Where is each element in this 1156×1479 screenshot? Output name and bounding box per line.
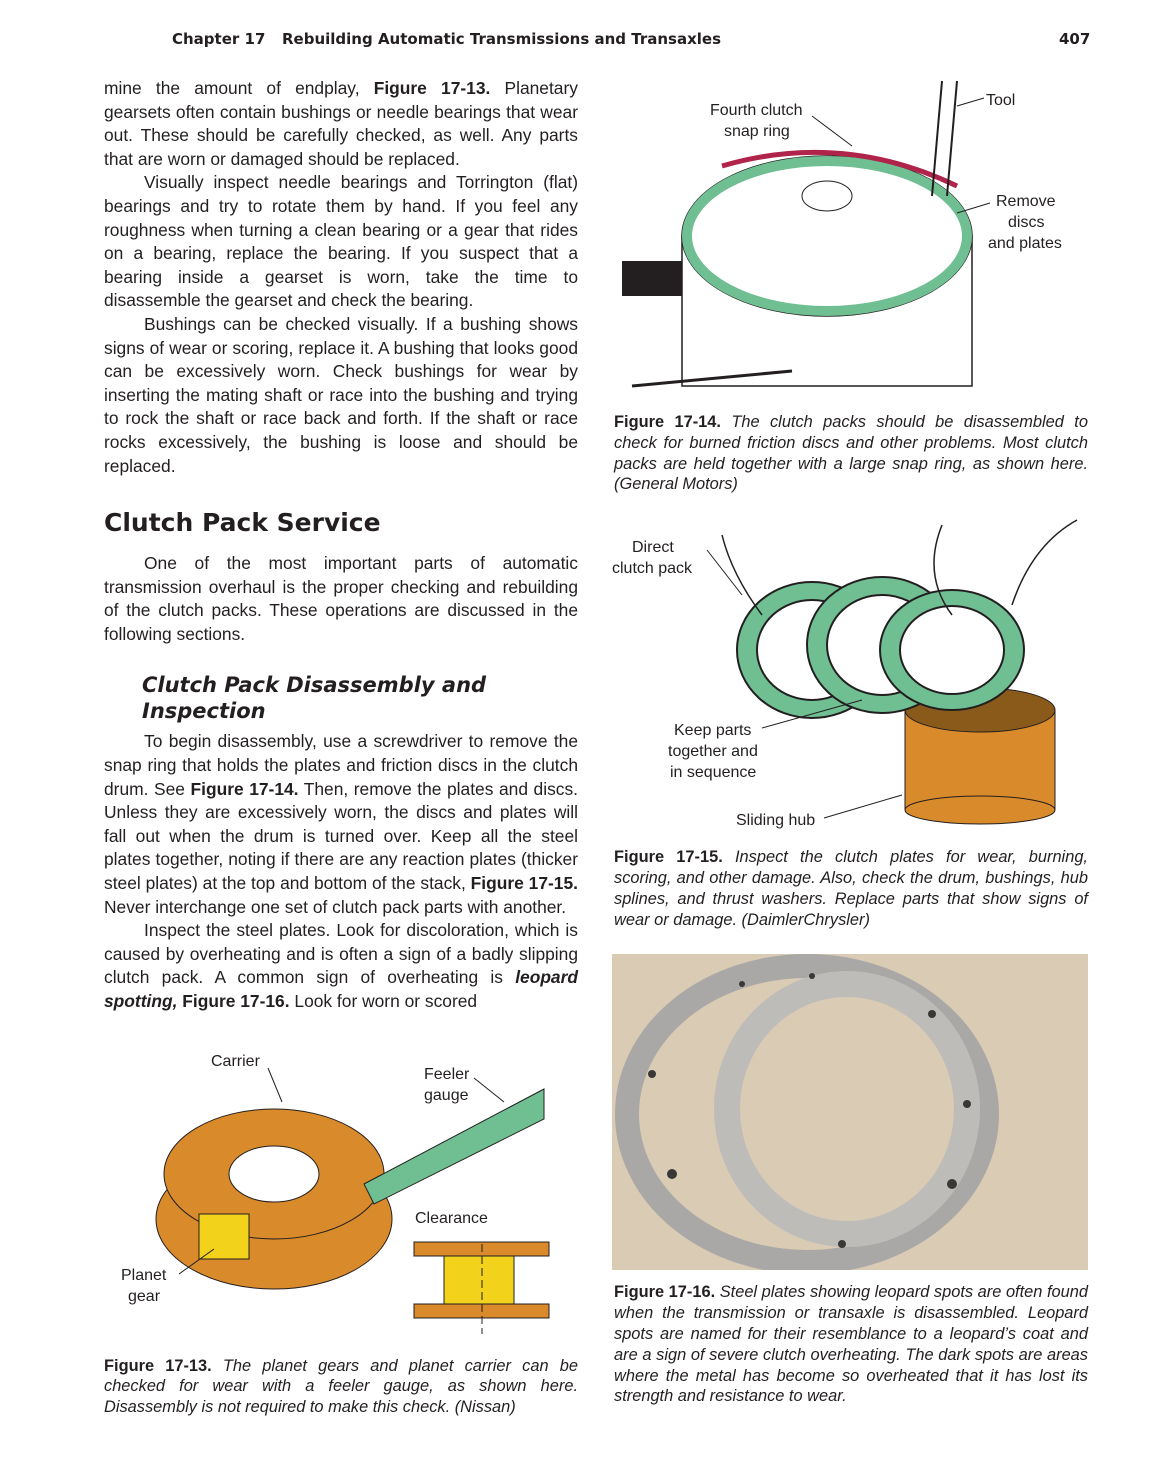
- label-direct: Direct: [632, 539, 674, 557]
- running-header-title: Rebuilding Automatic Transmissions and Transaxles: [282, 30, 722, 48]
- paragraph: Visually inspect needle bearings and Torrington (flat) bearings and try to rotate them by hand. If you feel any roughness when turning a clean bearing or a gear that rides on a bearing, replace the bearing. If you suspect that a bearing inside a gearset is worn, take the time to disassemble the gearset and check the bearing.: [104, 172, 578, 311]
- label-keep-parts: Keep parts: [674, 722, 752, 740]
- body-text-section: [104, 552, 578, 646]
- label-in-sequence: in sequence: [670, 764, 757, 782]
- figure-17-13: [104, 1014, 578, 1418]
- label-tool: Tool: [986, 92, 1016, 109]
- label-fourth-clutch: Fourth clutch: [710, 102, 803, 119]
- running-header-chapter: Chapter 17: [172, 30, 266, 48]
- right-column: [612, 76, 1088, 1407]
- paragraph: To begin disassembly, use a screwdriver to remove the snap ring that holds the plates and friction discs in the clutch drum. See Figure 17-14. Then, remove the plates and discs. Unless they are excessively worn, the discs and plates will fall out when the drum is turned over. Keep all the steel plates together, noting if there are any reaction plates (thicker steel plates) at the top and bottom of the stack, Figure 17-15. Never interchange one set of clutch pack parts with another.: [104, 731, 578, 917]
- label-together-and: together and: [668, 743, 758, 761]
- left-column: [104, 77, 578, 1418]
- label-snap-ring: snap ring: [724, 123, 790, 140]
- subsection-heading: Clutch Pack Disassembly and Inspection: [142, 673, 487, 724]
- figure-17-15-clutch-pack-illustration: [612, 515, 1088, 835]
- label-clutch-pack: clutch pack: [612, 560, 693, 578]
- label-planet: Planet: [121, 1266, 167, 1284]
- body-text-subsection: [104, 730, 578, 1013]
- label-discs: discs: [1008, 214, 1045, 231]
- label-sliding-hub: Sliding hub: [736, 812, 816, 830]
- figure-17-15-caption: Figure 17-15. Inspect the clutch plates for wear, burning, scoring, and other damage. Also, check the drum, bushings, hub splines, and thrust washers. Replace parts that show signs of wear or damage. (DaimlerChrysler): [614, 848, 1088, 929]
- label-gear: gear: [128, 1287, 161, 1305]
- paragraph: Bushings can be checked visually. If a bushing shows signs of wear or scoring, replace it. A bushing that looks good can be excessively worn. Check bushings for wear by inserting the mating shaft or race into the bushing and trying to rock the shaft or race back and forth. If the shaft or race rocks excessively, the bushing is loose and should be replaced.: [104, 313, 578, 476]
- body-text-top: [104, 77, 578, 478]
- figure-17-16-leopard-spot-plates-photo: [612, 954, 1088, 1270]
- label-clearance: Clearance: [415, 1209, 488, 1227]
- paragraph: One of the most important parts of automatic transmission overhaul is the proper checking and rebuilding of the clutch packs. These operations are discussed in the following sections.: [104, 553, 578, 644]
- page-number: 407: [1059, 30, 1091, 48]
- label-carrier: Carrier: [211, 1052, 260, 1070]
- figure-17-13-caption: Figure 17-13. The planet gears and planet carrier can be checked for wear with a feeler gauge, as shown here. Disassembly is not required to make this check. (Nissan): [104, 1356, 578, 1417]
- figure-17-14-clutch-drum-illustration: [612, 76, 1088, 404]
- paragraph: mine the amount of endplay, Figure 17-13. Planetary gearsets often contain bushings or needle bearings that wear out. These should be carefully checked, as well. Any parts that are worn or damaged should be replaced.: [104, 78, 578, 169]
- figure-17-16-caption: Figure 17-16. Steel plates showing leopard spots are often found when the transmission or transaxle is disassembled. Leopard spots are named for their resemblance to a leopard’s coat and are a sign of severe clutch overheating. The dark spots are areas where the metal has become so overheated that it has lost its strength and resistance to wear.: [614, 1283, 1088, 1406]
- paragraph: Inspect the steel plates. Look for discoloration, which is caused by overheating and is often a sign of a badly slipping clutch pack. A common sign of overheating is leopard spotting, Figure 17-16. Look for worn or scored: [104, 920, 578, 1011]
- label-remove: Remove: [996, 193, 1056, 210]
- figure-17-14-caption: Figure 17-14. The clutch packs should be disassembled to check for burned friction discs and other problems. Most clutch packs are held together with a large snap ring, as shown here. (General Motors): [614, 413, 1088, 494]
- figure-17-13-planetary-carrier-illustration: [104, 1044, 578, 1344]
- label-gauge: gauge: [424, 1086, 469, 1104]
- section-heading: Clutch Pack Service: [104, 508, 381, 538]
- label-and-plates: and plates: [988, 235, 1062, 252]
- label-feeler: Feeler: [424, 1065, 470, 1083]
